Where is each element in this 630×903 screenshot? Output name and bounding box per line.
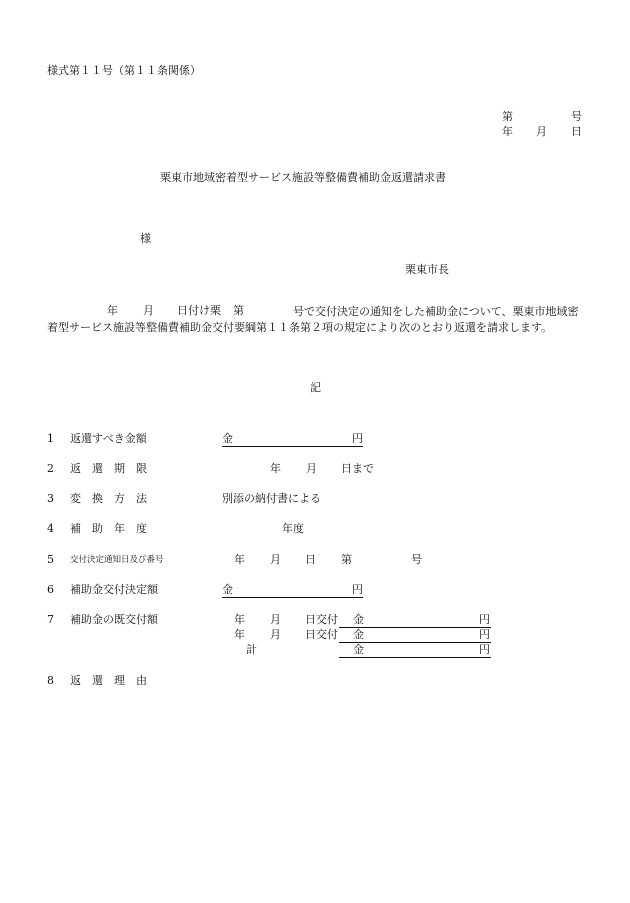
item-7-line2-hi: 日交付 (305, 628, 338, 641)
item-7-total-kin: 金 (353, 643, 364, 656)
item-6-kin: 金 (222, 583, 233, 596)
form-number: 様式第１１号（第１１条関係） (47, 64, 201, 77)
item-1-underline (222, 446, 363, 447)
body-tsuki: 月 (143, 304, 154, 317)
item-5-tsuki: 月 (270, 553, 281, 566)
item-7-line1-kin: 金 (353, 613, 364, 626)
item-7-line1-yen: 円 (479, 613, 490, 626)
item-7-line2-nen: 年 (234, 628, 245, 641)
item-4-label: 補 助 年 度 (70, 522, 147, 535)
body-hizuke: 日付け栗 (177, 304, 221, 317)
body-dai: 第 (233, 304, 244, 317)
item-1-num: 1 (47, 432, 54, 445)
item-3-label: 変 換 方 法 (70, 492, 147, 505)
item-2-tsuki: 月 (306, 462, 317, 475)
ki-heading: 記 (310, 381, 321, 394)
item-7-label: 補助金の既交付額 (70, 613, 158, 626)
doc-ref-day: 日 (571, 125, 582, 138)
item-1-yen: 円 (352, 432, 363, 445)
item-7-line1-hi: 日交付 (305, 613, 338, 626)
item-1-label: 返還すべき金額 (70, 432, 147, 445)
item-8-label: 返 還 理 由 (70, 674, 147, 687)
document-title: 栗東市地域密着型サービス施設等整備費補助金返還請求書 (160, 171, 446, 184)
body-paragraph (47, 304, 587, 335)
item-5-dai: 第 (341, 553, 352, 566)
item-5-label: 交付決定通知日及び番号 (70, 555, 164, 565)
item-7-total-yen: 円 (479, 643, 490, 656)
addressee-suffix: 様 (140, 232, 151, 245)
item-7-total-underline (339, 657, 491, 658)
item-2-nen: 年 (270, 462, 281, 475)
doc-ref-month: 月 (536, 125, 547, 138)
item-6-underline (222, 597, 363, 598)
doc-ref-year: 年 (502, 125, 513, 138)
item-6-label: 補助金交付決定額 (70, 583, 158, 596)
item-5-nen: 年 (234, 553, 245, 566)
body-rest: 号で交付決定の通知をした補助金について、栗東市地域密着型サービス施設等整備費補助金交付要綱第１１条第２項の規定により次のとおり返還を請求します。 (47, 305, 579, 334)
item-7-line2-tsuki: 月 (270, 628, 281, 641)
item-2-num: 2 (47, 462, 54, 475)
item-5-num: 5 (47, 553, 54, 566)
issuer: 栗東市長 (405, 263, 449, 276)
body-nen: 年 (107, 304, 118, 317)
item-6-yen: 円 (352, 583, 363, 596)
item-8-num: 8 (47, 674, 54, 687)
item-3-num: 3 (47, 492, 54, 505)
item-7-line2-kin: 金 (353, 628, 364, 641)
item-7-line1-tsuki: 月 (270, 613, 281, 626)
item-7-line2-yen: 円 (479, 628, 490, 641)
item-4-num: 4 (47, 522, 54, 535)
item-2-suffix: 日まで (341, 462, 374, 475)
item-1-kin: 金 (222, 432, 233, 445)
item-2-label: 返 還 期 限 (70, 462, 147, 475)
item-6-num: 6 (47, 583, 54, 596)
item-7-num: 7 (47, 613, 54, 626)
item-5-hi: 日 (305, 553, 316, 566)
item-4-value: 年度 (282, 522, 304, 535)
item-7-total-label: 計 (246, 643, 257, 656)
doc-ref-dai: 第 (502, 110, 513, 123)
item-7-line1-nen: 年 (234, 613, 245, 626)
item-5-go: 号 (411, 553, 422, 566)
item-3-value: 別添の納付書による (222, 492, 321, 505)
doc-ref-go: 号 (571, 110, 582, 123)
